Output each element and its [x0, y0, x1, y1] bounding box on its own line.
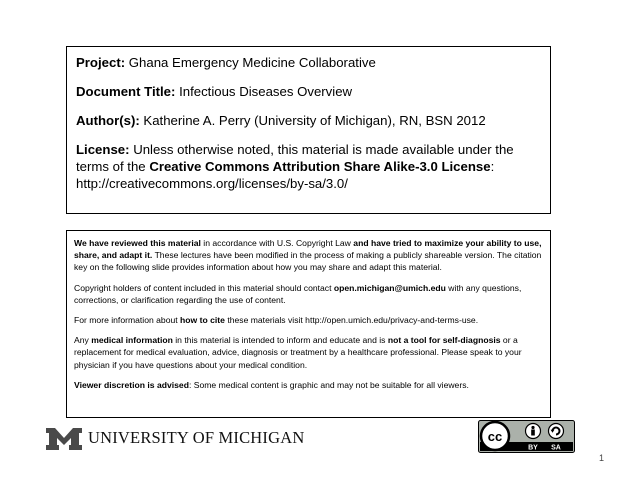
cc-by-sa-icon[interactable]: [478, 420, 575, 453]
metadata-box: [66, 46, 551, 214]
license-url[interactable]: http://creativecommons.org/licenses/by-sa/3.0/: [76, 176, 348, 191]
license-line: License: Unless otherwise noted, this material is made available under the terms of the Creative Commons Attribution Share Alike-3.0 License: http://creativecommons.org/licenses/by-sa/3.0/: [76, 142, 514, 191]
page-number: 1: [598, 453, 604, 463]
license-name: Creative Commons Attribution Share Alike-3.0 License: [149, 159, 491, 174]
svg-text:cc: cc: [487, 429, 503, 444]
notice-paragraph-discretion: Viewer discretion is advised: Some medical content is graphic and may not be suitable for all viewers.: [74, 379, 469, 390]
notice-paragraph-cite: For more information about how to cite these materials visit http://open.umich.edu/privacy-and-terms-use.: [74, 315, 479, 326]
cc-by-label: BY: [528, 444, 538, 452]
author-line: Author(s): Katherine A. Perry (University of Michigan), RN, BSN 2012: [76, 113, 486, 128]
project-line: Project: Ghana Emergency Medicine Collaborative: [76, 55, 376, 70]
cc-sa-label: SA: [551, 444, 561, 452]
copyright-notice-box: [66, 230, 551, 418]
document-title-line: Document Title: Infectious Diseases Overview: [76, 84, 353, 99]
university-logo: [44, 425, 304, 451]
university-name: UNIVERSITY OF MICHIGAN: [88, 428, 305, 447]
notice-paragraph-medical: Any medical information in this material is intended to inform and educate and is not a tool for self-diagnosis or a replacement for medical evaluation, advice, diagnosis or treatment by a healthcare professional. Please speak to your physician if you have questions about your medical condition.: [74, 335, 522, 370]
notice-paragraph-review: We have reviewed this material in accordance with U.S. Copyright Law and have tried to maximize your ability to use, share, and adapt it. These lectures have been modified in the process of making a publicly shareable version. The citation key on the following slide provides information about how you may share and adapt this material.: [74, 238, 542, 273]
block-m-icon: [44, 425, 84, 451]
notice-paragraph-contact: Copyright holders of content included in this material should contact open.michigan@umich.edu with any questions, corrections, or clarification regarding the use of content.: [74, 282, 522, 305]
contact-email[interactable]: open.michigan@umich.edu: [333, 282, 446, 293]
